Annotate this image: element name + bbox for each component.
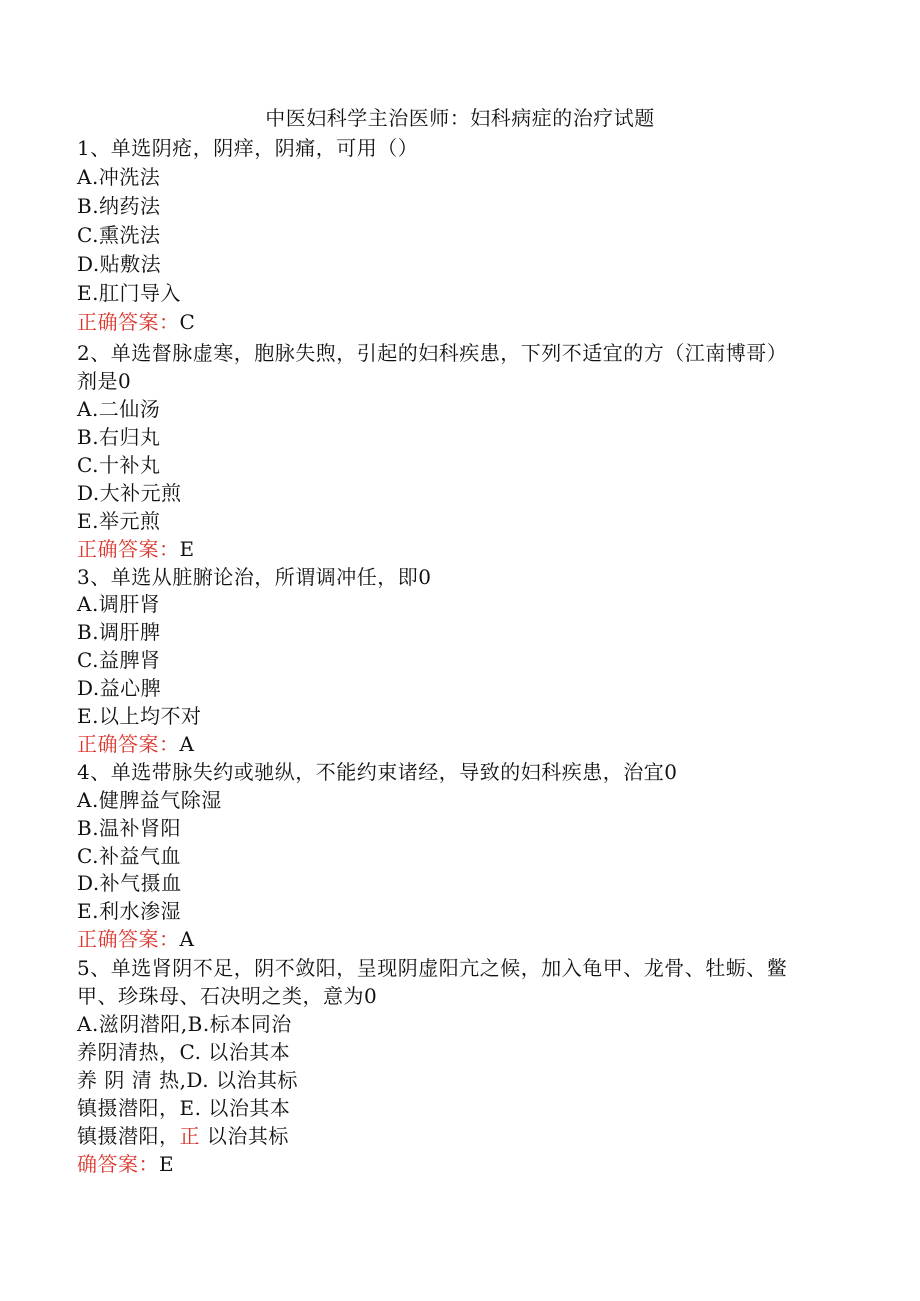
question-5-line-4: 镇摄潜阳，E. 以治其本 [77, 1096, 291, 1120]
question-3-option-c: C.益脾肾 [77, 648, 161, 672]
answer-label: 确答案： [77, 1152, 159, 1176]
question-4-option-d: D.补气摄血 [77, 871, 182, 895]
question-5-stem: 5、单选肾阴不足，阴不敛阳，呈现阴虚阳亢之候，加入龟甲、龙骨、牡蛎、鳖 [77, 956, 788, 980]
question-2-stem: 2、单选督脉虚寒，胞脉失煦，引起的妇科疾患，下列不适宜的方（江南博哥） [77, 341, 788, 365]
question-4-option-c: C.补益气血 [77, 844, 181, 868]
question-3-option-b: B.调肝脾 [77, 620, 161, 644]
question-1-option-e: E.肛门导入 [77, 281, 181, 305]
answer-label: 正确答案： [77, 310, 180, 334]
question-4-option-e: E.利水渗湿 [77, 899, 181, 923]
question-5-line-3: 养 阴 清 热,D. 以治其标 [77, 1068, 298, 1092]
line-suffix: 以治其标 [200, 1124, 289, 1148]
question-2-stem-continued: 剂是0 [77, 369, 132, 393]
question-5-line-1: A.滋阴潜阳,B.标本同治 [77, 1012, 292, 1036]
answer-value: E [159, 1152, 175, 1176]
answer-value: A [179, 732, 195, 756]
page-title: 中医妇科学主治医师：妇科病症的治疗试题 [265, 106, 655, 130]
answer-value: C [179, 310, 196, 334]
question-3-stem: 3、单选从脏腑论治，所谓调冲任，即0 [77, 565, 432, 589]
answer-label: 正确答案： [77, 732, 180, 756]
question-2-option-d: D.大补元煎 [77, 481, 182, 505]
answer-value: A [179, 927, 195, 951]
question-3-option-a: A.调肝肾 [77, 592, 161, 616]
question-1-option-a: A.冲洗法 [77, 165, 161, 189]
question-2-option-e: E.举元煎 [77, 509, 161, 533]
question-4-answer [77, 926, 194, 952]
question-5-line-2: 养阴清热，C. 以治其本 [77, 1040, 291, 1064]
answer-label-fragment: 正 [179, 1124, 200, 1148]
answer-value: E [179, 537, 195, 561]
question-5-answer [77, 1151, 174, 1177]
question-2-answer [77, 536, 195, 562]
question-4-option-b: B.温补肾阳 [77, 816, 182, 840]
question-1-option-c: C.熏洗法 [77, 223, 161, 247]
answer-label: 正确答案： [77, 537, 180, 561]
line-prefix: 镇摄潜阳， [77, 1124, 180, 1148]
question-1-answer [77, 309, 195, 335]
question-5-line-5 [77, 1123, 289, 1149]
question-3-answer [77, 731, 194, 757]
answer-label: 正确答案： [77, 927, 180, 951]
question-1-option-b: B.纳药法 [77, 194, 161, 218]
question-2-option-b: B.右归丸 [77, 425, 161, 449]
question-3-option-e: E.以上均不对 [77, 704, 202, 728]
question-3-option-d: D.益心脾 [77, 676, 162, 700]
question-1-stem: 1、单选阴疮，阴痒，阴痛，可用（） [77, 136, 419, 160]
question-1-option-d: D.贴敷法 [77, 252, 162, 276]
question-2-option-a: A.二仙汤 [77, 397, 161, 421]
question-4-stem: 4、单选带脉失约或驰纵，不能约束诸经，导致的妇科疾患，治宜0 [77, 760, 678, 784]
question-2-option-c: C.十补丸 [77, 453, 161, 477]
question-4-option-a: A.健脾益气除湿 [77, 788, 222, 812]
question-5-stem-continued: 甲、珍珠母、石决明之类，意为0 [77, 984, 378, 1008]
